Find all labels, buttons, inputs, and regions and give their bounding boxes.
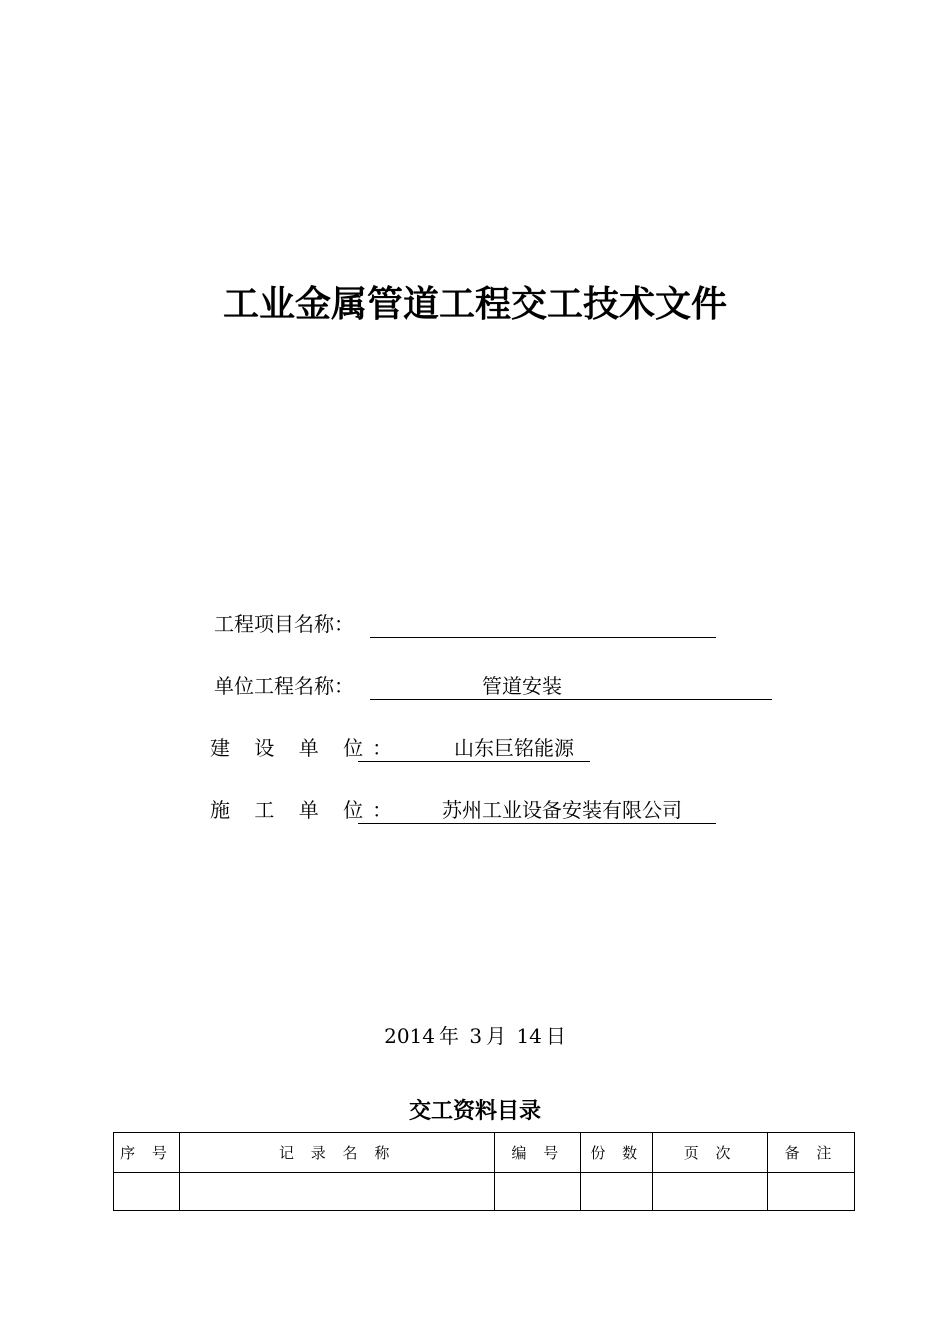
construction-unit-field — [210, 796, 770, 824]
project-name-field — [214, 610, 734, 638]
table-cell — [768, 1173, 855, 1211]
date-year: 2014 — [384, 1024, 435, 1048]
date-day: 14 — [516, 1024, 542, 1048]
table-cell — [114, 1173, 180, 1211]
table-row — [114, 1173, 855, 1211]
toc-header-pages: 页 次 — [653, 1133, 768, 1173]
unit-project-field — [214, 672, 794, 700]
date-year-unit: 年 — [439, 1024, 459, 1048]
project-name-label: 工程项目名称： — [214, 612, 354, 636]
toc-table — [113, 1132, 855, 1211]
date-month-unit: 月 — [486, 1024, 507, 1048]
table-cell — [653, 1173, 768, 1211]
unit-project-value: 管道安装 — [482, 674, 562, 698]
unit-project-line — [370, 672, 772, 700]
owner-unit-field — [210, 734, 730, 762]
construction-unit-label: 施 工 单 位： — [210, 798, 402, 822]
toc-header-copies: 份 数 — [581, 1133, 653, 1173]
toc-header-remarks: 备 注 — [768, 1133, 855, 1173]
toc-title: 交工资料目录 — [408, 1099, 541, 1124]
owner-unit-value: 山东巨铭能源 — [454, 736, 574, 760]
toc-header-number: 编 号 — [495, 1133, 581, 1173]
table-cell — [581, 1173, 653, 1211]
unit-project-label: 单位工程名称： — [214, 674, 354, 698]
document-title: 工业金属管道工程交工技术文件 — [222, 284, 727, 325]
toc-header-row — [114, 1133, 855, 1173]
toc-header-index: 序 号 — [114, 1133, 180, 1173]
date-month: 3 — [469, 1024, 483, 1048]
project-name-line — [370, 610, 716, 638]
document-date — [0, 1020, 950, 1049]
table-cell — [179, 1173, 495, 1211]
construction-unit-value: 苏州工业设备安装有限公司 — [442, 798, 682, 822]
owner-unit-label: 建 设 单 位： — [210, 736, 402, 760]
date-day-unit: 日 — [545, 1024, 566, 1048]
toc-header-record-name: 记 录 名 称 — [179, 1133, 495, 1173]
table-cell — [495, 1173, 581, 1211]
